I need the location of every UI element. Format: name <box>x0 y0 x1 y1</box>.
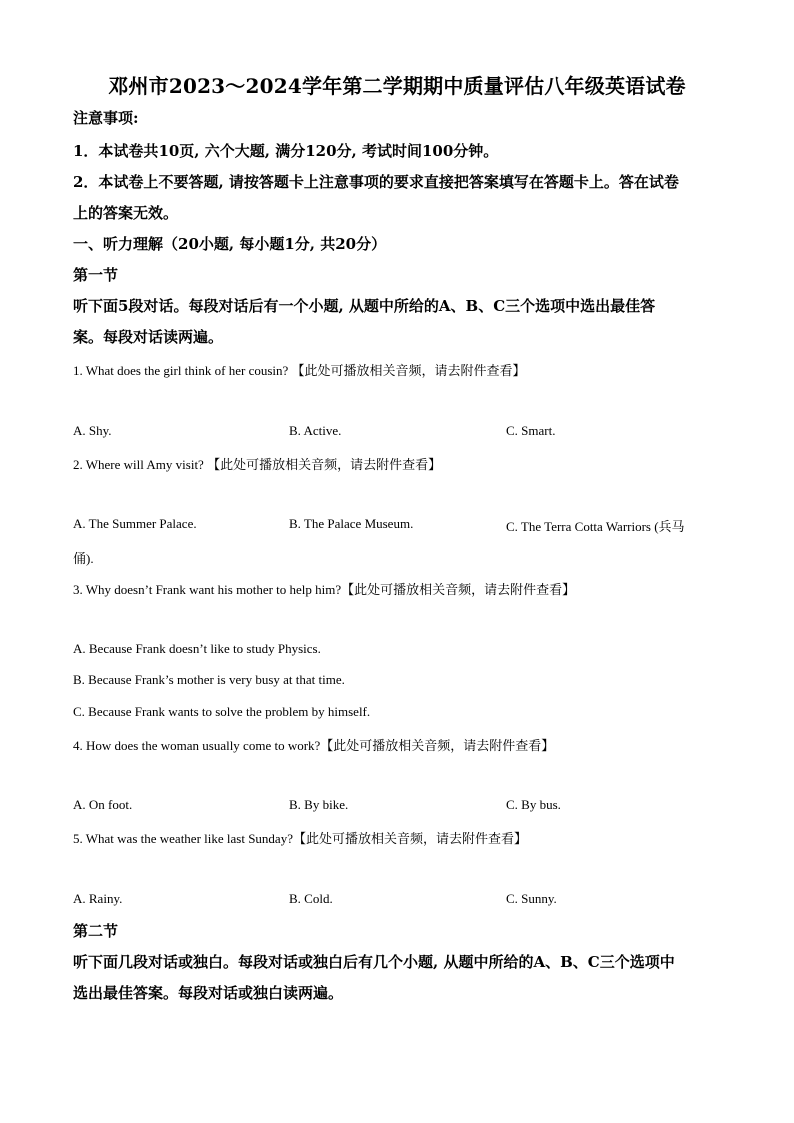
section2-instructions-cont: 选出最佳答案。每段对话或独白读两遍。 <box>73 984 344 1002</box>
q5-option-a: A. Rainy. <box>73 891 123 906</box>
q2-option-b: B. The Palace Museum. <box>289 516 414 531</box>
notice-item-1: 1．本试卷共10页, 六个大题, 满分120分, 考试时间100分钟。 <box>73 142 499 160</box>
question-3: 3. Why doesn’t Frank want his mother to help him?【此处可播放相关音频，请去附件查看】 <box>73 582 576 597</box>
q1-option-b: B. Active. <box>289 423 342 438</box>
q3-option-c: C. Because Frank wants to solve the problem by himself. <box>73 704 371 719</box>
section1-label: 第一节 <box>73 266 119 284</box>
q4-option-c: C. By bus. <box>506 797 561 812</box>
section1-instructions-cont: 案。每段对话读两遍。 <box>73 328 224 346</box>
q5-option-c: C. Sunny. <box>506 891 557 906</box>
section2-instructions: 听下面几段对话或独白。每段对话或独白后有几个小题, 从题中所给的A、B、C三个选项中 <box>73 953 675 971</box>
q2-option-c-cont: 俑). <box>73 551 94 566</box>
q5-option-b: B. Cold. <box>289 891 333 906</box>
section1-instructions: 听下面5段对话。每段对话后有一个小题, 从题中所给的A、B、C三个选项中选出最佳答 <box>73 297 656 315</box>
q3-option-b: B. Because Frank’s mother is very busy at that time. <box>73 672 345 687</box>
q4-option-b: B. By bike. <box>289 797 349 812</box>
question-5: 5. What was the weather like last Sunday?【此处可播放相关音频，请去附件查看】 <box>73 831 527 846</box>
q3-option-a: A. Because Frank doesn’t like to study Physics. <box>73 641 321 656</box>
part1-heading: 一、听力理解（20小题, 每小题1分, 共20分） <box>73 235 387 253</box>
question-2: 2. Where will Amy visit? 【此处可播放相关音频，请去附件查看】 <box>73 457 442 472</box>
q4-option-a: A. On foot. <box>73 797 133 812</box>
q1-option-c: C. Smart. <box>506 423 556 438</box>
section2-label: 第二节 <box>73 922 119 940</box>
question-4: 4. How does the woman usually come to work?【此处可播放相关音频，请去附件查看】 <box>73 738 555 753</box>
notice-heading: 注意事项: <box>73 109 139 127</box>
question-1: 1. What does the girl think of her cousin? 【此处可播放相关音频，请去附件查看】 <box>73 363 526 378</box>
q2-option-a: A. The Summer Palace. <box>73 516 197 531</box>
q1-option-a: A. Shy. <box>73 423 112 438</box>
exam-title: 邓州市2023～2024学年第二学期期中质量评估八年级英语试卷 <box>108 74 686 98</box>
q2-option-c: C. The Terra Cotta Warriors (兵马 <box>506 519 685 534</box>
notice-item-2-cont: 上的答案无效。 <box>73 204 179 222</box>
notice-item-2: 2．本试卷上不要答题, 请按答题卡上注意事项的要求直接把答案填写在答题卡上。答在试卷 <box>73 173 679 191</box>
